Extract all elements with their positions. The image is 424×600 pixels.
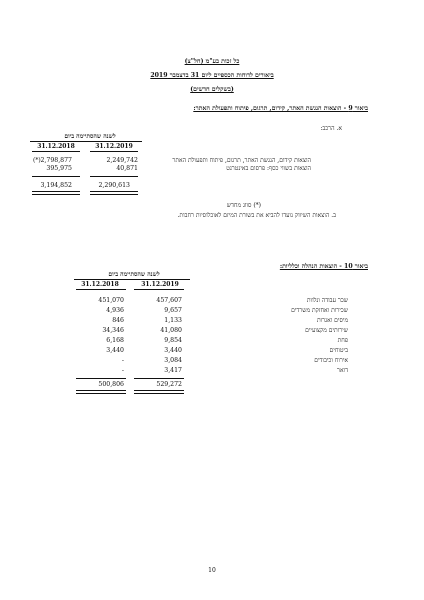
- note10-col-2019: 31.12.2019: [141, 281, 179, 288]
- note9-title: ביאור 9 - הוצאות הנגשת האתר, קידום, תרגום, פיתוח ותפעולת האתר:: [193, 105, 368, 112]
- note9-row-2018: 2,798,877: [40, 157, 72, 164]
- note10-total-double-rule-2018: [76, 390, 126, 394]
- page-number: 10: [208, 567, 216, 574]
- note9-col-rule-2019: [90, 151, 138, 152]
- note10-row-label: שירותים מקצועיים: [305, 327, 348, 334]
- note9-section-b: ב. הוצאות השיווק נועדו להביא את בשורת המיזם לאוכלוסיות רחבות.: [177, 212, 336, 219]
- note10-total-rule-2018: [76, 378, 126, 379]
- note10-row-2018: 3,440: [106, 347, 124, 354]
- note10-row-2019: 9,854: [164, 337, 182, 344]
- note9-section-a: א. הרכב:: [320, 125, 342, 132]
- note10-row-2018: 6,168: [106, 337, 124, 344]
- note9-period-header: לשנה שהסתיימה ביום: [64, 133, 116, 140]
- note10-row-2018: 451,070: [98, 297, 124, 304]
- note10-row-label: ביטוחים: [329, 347, 348, 354]
- note9-footnote: (*) סווג מחדש: [226, 202, 261, 209]
- note10-row-2018: -: [121, 357, 124, 364]
- note9-row-mark: (*): [33, 157, 41, 164]
- note9-total-rule-2018: [32, 176, 80, 177]
- note10-row-label: שכר עבודה ונלוות: [306, 297, 348, 304]
- note10-col-2018: 31.12.2018: [81, 281, 119, 288]
- note9-total-2018: 3,194,852: [40, 182, 72, 189]
- note10-row-2019: 3,417: [164, 367, 182, 374]
- note10-col-rule-2018: [76, 289, 126, 290]
- note10-row-label: מיסים ואגרות: [316, 317, 348, 324]
- company-name: כל זכות בע"מ (חל"צ): [184, 58, 240, 65]
- note10-row-2018: 846: [112, 317, 124, 324]
- report-subtitle: ביאורים לדוחות הכספיים ליום 31 בדצמבר 2019: [150, 72, 274, 79]
- note9-col-rule-2018: [32, 151, 80, 152]
- note9-total-double-rule-2019: [90, 191, 138, 195]
- note10-col-rule-2019: [134, 289, 184, 290]
- note10-row-2019: 41,080: [160, 327, 182, 334]
- note10-total-rule-2019: [134, 378, 184, 379]
- note10-total-double-rule-2019: [134, 390, 184, 394]
- note10-period-header: לשנה שהסתיימה ביום: [108, 271, 160, 278]
- note10-row-label: דואר: [337, 367, 348, 374]
- note9-row-label: הוצאות קידום, הנגשת האתר, תרגום, פיתוח ותפעולת האתר: [172, 157, 311, 164]
- note10-row-2019: 3,084: [164, 357, 182, 364]
- note9-col-2019: 31.12.2019: [95, 143, 133, 150]
- note10-row-2018: 4,936: [106, 307, 124, 314]
- currency-note: (בשקלים חדשים): [190, 86, 234, 93]
- note10-row-2019: 9,657: [164, 307, 182, 314]
- note9-row-label: הוצאות בשווי כסף: פרסום באינטרנט: [226, 165, 311, 172]
- note10-row-2019: 1,133: [164, 317, 182, 324]
- note9-col-2018: 31.12.2018: [37, 143, 75, 150]
- note10-header-rule: [74, 279, 190, 280]
- note10-row-label: אירוח וכיבודים: [314, 357, 348, 364]
- note9-header-rule: [30, 141, 142, 142]
- note10-title: ביאור 10 - הוצאות הנהלה וכלליות:: [279, 263, 368, 270]
- note9-total-rule-2019: [90, 176, 138, 177]
- note10-row-label: פחת: [337, 337, 348, 344]
- note9-total-double-rule-2018: [32, 191, 80, 195]
- note10-row-2019: 3,440: [164, 347, 182, 354]
- note9-row-2019: 2,249,742: [106, 157, 138, 164]
- note10-total-2018: 500,806: [98, 381, 124, 388]
- note10-row-2018: 34,346: [102, 327, 124, 334]
- note10-row-label: שכירות ואחזקת משרדים: [291, 307, 348, 314]
- note10-row-2019: 457,607: [156, 297, 182, 304]
- note9-total-2019: 2,290,613: [98, 182, 130, 189]
- note9-row-2019: 40,871: [116, 165, 138, 172]
- note9-row-2018: 395,975: [46, 165, 72, 172]
- note10-total-2019: 529,272: [156, 381, 182, 388]
- note10-row-2018: -: [121, 367, 124, 374]
